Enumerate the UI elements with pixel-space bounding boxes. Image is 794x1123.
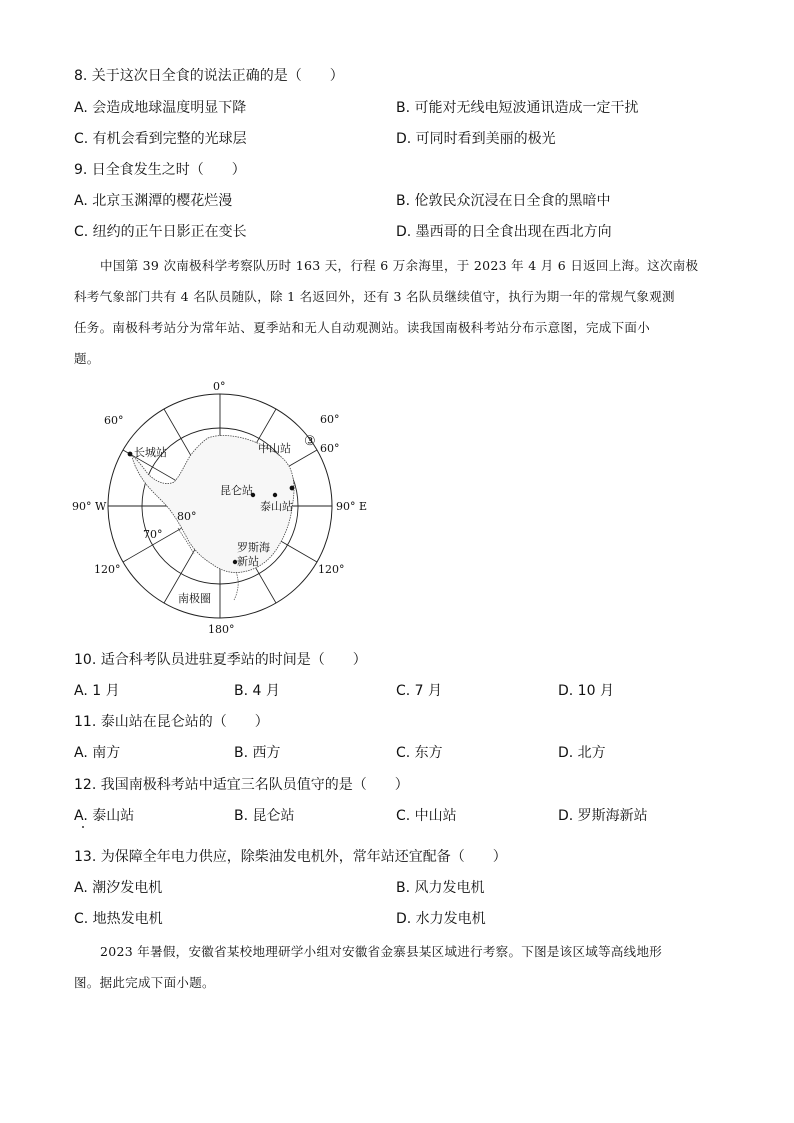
q8-option-a[interactable]: A. 会造成地球温度明显下降 — [74, 100, 247, 116]
passage-line: 科考气象部门共有 4 名队员随队，除 1 名返回外，还有 3 名队员继续值守，执行为期一年的常规气象观测 — [74, 289, 675, 304]
q13-option-d[interactable]: D. 水力发电机 — [396, 911, 486, 927]
q8-option-b[interactable]: B. 可能对无线电短波通讯造成一定干扰 — [396, 100, 639, 116]
label-120-left: 120° — [94, 563, 121, 576]
station-dot-taishan — [273, 493, 277, 497]
stray-dot — [82, 826, 84, 828]
q12-option-c[interactable]: C. 中山站 — [396, 808, 457, 824]
label-zhongshan: 中山站 — [258, 442, 291, 455]
passage-line: 中国第 39 次南极科学考察队历时 163 天，行程 6 万余海里，于 2023 年 4 月 6 日返回上海。这次南极 — [100, 258, 699, 273]
label-120-right: 120° — [318, 563, 345, 576]
q10-option-c[interactable]: C. 7 月 — [396, 683, 443, 699]
q10-option-a[interactable]: A. 1 月 — [74, 683, 120, 699]
passage-line: 2023 年暑假，安徽省某校地理研学小组对安徽省金寨县某区域进行考察。下图是该区域等高线地形 — [100, 944, 663, 959]
label-polar-circle: 南极圈 — [178, 592, 211, 605]
label-60-right-b: 60° — [320, 442, 340, 455]
q12-option-a[interactable]: A. 泰山站 — [74, 808, 135, 824]
q13-option-b[interactable]: B. 风力发电机 — [396, 880, 485, 896]
station-dot-changcheng — [128, 452, 133, 457]
label-kunlun: 昆仑站 — [220, 484, 253, 497]
q11-option-d[interactable]: D. 北方 — [558, 745, 606, 761]
question-10-stem: 10. 适合科考队员进驻夏季站的时间是（ ） — [74, 652, 367, 668]
q11-option-b[interactable]: B. 西方 — [234, 745, 281, 761]
antarctic-station-map — [70, 378, 370, 636]
label-ross-a: 罗斯海 — [237, 541, 270, 554]
q11-option-c[interactable]: C. 东方 — [396, 745, 443, 761]
q9-option-b[interactable]: B. 伦敦民众沉浸在日全食的黑暗中 — [396, 193, 611, 209]
q8-option-c[interactable]: C. 有机会看到完整的光球层 — [74, 131, 247, 147]
q9-option-c[interactable]: C. 纽约的正午日影正在变长 — [74, 224, 247, 240]
q10-option-b[interactable]: B. 4 月 — [234, 683, 280, 699]
label-circled-3: ③ — [304, 434, 316, 449]
label-70: 70° — [143, 528, 163, 541]
q11-option-a[interactable]: A. 南方 — [74, 745, 121, 761]
q10-option-d[interactable]: D. 10 月 — [558, 683, 614, 699]
label-taishan: 泰山站 — [260, 500, 293, 513]
label-0deg: 0° — [213, 380, 226, 393]
passage-jinzhai — [74, 936, 724, 998]
label-changcheng: 长城站 — [134, 446, 167, 459]
label-ross-b: 新站 — [237, 555, 259, 568]
question-8-stem: 8. 关于这次日全食的说法正确的是（ ） — [74, 68, 344, 84]
label-90e: 90° E — [336, 500, 368, 513]
q12-option-b[interactable]: B. 昆仑站 — [234, 808, 295, 824]
q8-option-d[interactable]: D. 可同时看到美丽的极光 — [396, 131, 556, 147]
passage-line: 图。据此完成下面小题。 — [74, 975, 215, 990]
q9-option-d[interactable]: D. 墨西哥的日全食出现在西北方向 — [396, 224, 612, 240]
question-9-stem: 9. 日全食发生之时（ ） — [74, 162, 246, 178]
q13-option-c[interactable]: C. 地热发电机 — [74, 911, 163, 927]
passage-line: 题。 — [74, 351, 100, 366]
q9-option-a[interactable]: A. 北京玉渊潭的樱花烂漫 — [74, 193, 233, 209]
label-60-right-a: 60° — [320, 413, 340, 426]
question-11-stem: 11. 泰山站在昆仑站的（ ） — [74, 714, 269, 730]
q13-option-a[interactable]: A. 潮汐发电机 — [74, 880, 163, 896]
question-13-stem: 13. 为保障全年电力供应，除柴油发电机外，常年站还宜配备（ ） — [74, 849, 507, 865]
label-60-left: 60° — [104, 414, 124, 427]
label-180deg: 180° — [208, 623, 235, 636]
label-80: 80° — [177, 510, 197, 523]
station-dot-zhongshan — [290, 486, 295, 491]
q12-option-d[interactable]: D. 罗斯海新站 — [558, 808, 648, 824]
passage-line: 任务。南极科考站分为常年站、夏季站和无人自动观测站。读我国南极科考站分布示意图，完成下面小 — [74, 320, 651, 335]
passage-antarctic — [74, 250, 724, 374]
label-90w: 90° W — [72, 500, 107, 513]
ross-coast — [234, 572, 238, 600]
question-12-stem: 12. 我国南极科考站中适宜三名队员值守的是（ ） — [74, 777, 409, 793]
